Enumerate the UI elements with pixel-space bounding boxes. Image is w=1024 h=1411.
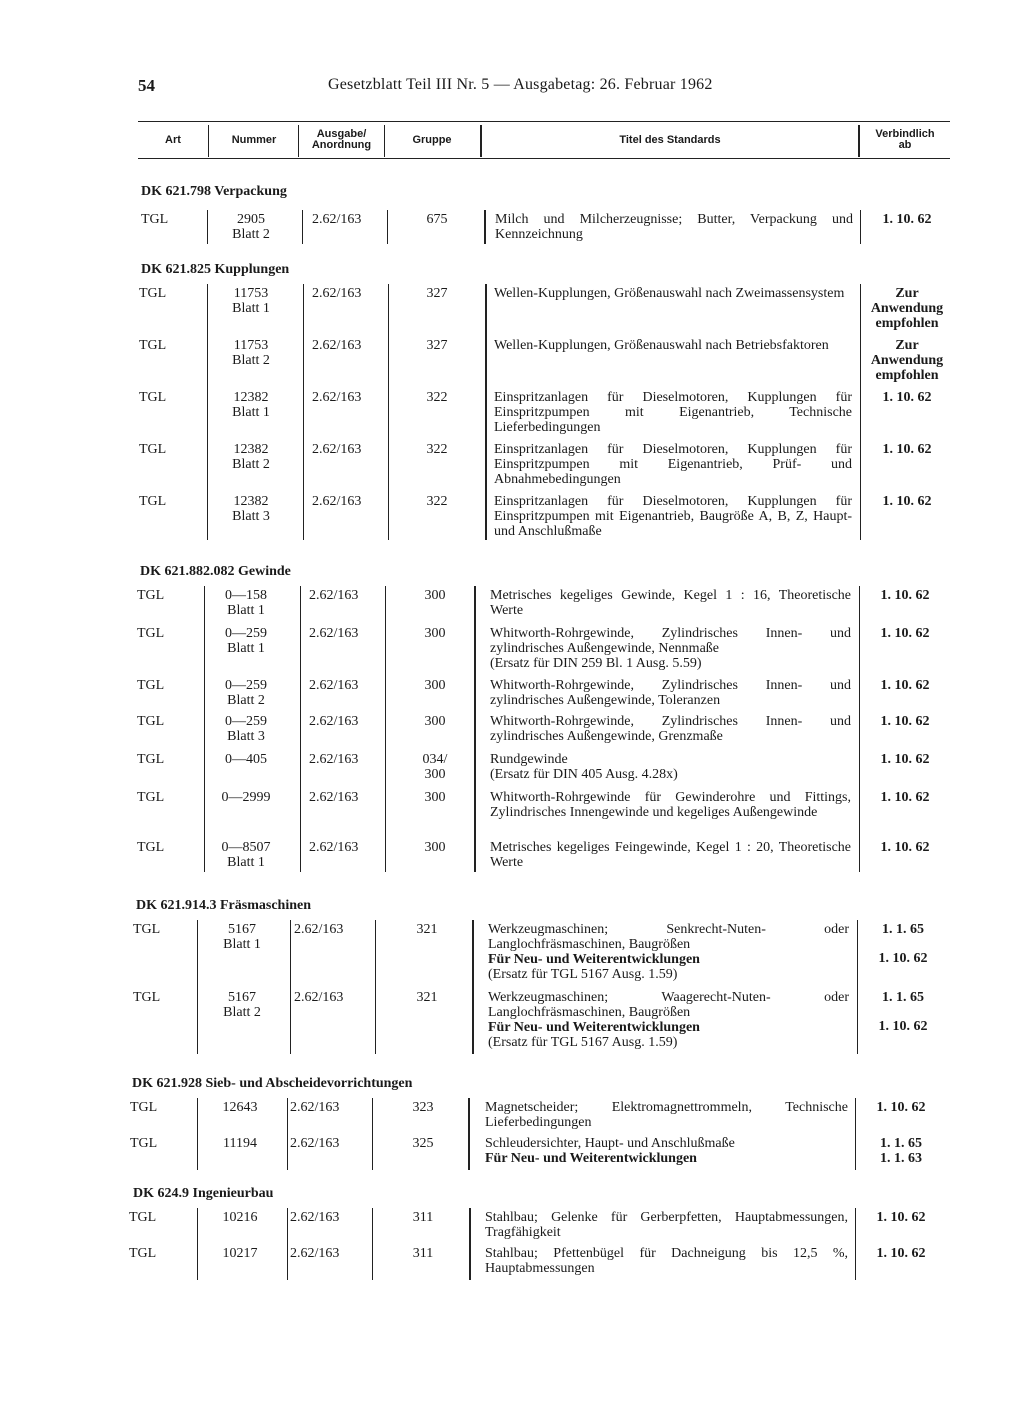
cell-titel: Whitworth-Rohrgewinde für Gewinderohre und Fittings, Zylindrisches Innengewinde und kegeliges Außengewinde (490, 790, 851, 820)
cell-gruppe: 311 (412, 1210, 434, 1225)
cell-gruppe: 675 (426, 212, 448, 227)
column-rule (860, 210, 861, 244)
cell-nummer: 5167 Blatt 1 (223, 922, 261, 952)
cell-art: TGL (141, 212, 169, 227)
cell-ausgabe: 2.62/163 (290, 1100, 340, 1115)
cell-gruppe: 321 (416, 922, 438, 937)
cell-nummer: 2905 Blatt 2 (232, 212, 270, 242)
page-header (138, 76, 950, 100)
cell-gruppe: 300 (424, 678, 446, 693)
cell-ausgabe: 2.62/163 (312, 338, 362, 353)
cell-verbindlich: 1. 10. 62 (882, 212, 932, 227)
cell-titel: Schleudersichter, Haupt- und Anschlußmaße Für Neu- und Weiterentwicklungen (485, 1136, 735, 1166)
cell-verbindlich: 1. 10. 62 (882, 390, 932, 405)
cell-ausgabe: 2.62/163 (309, 588, 359, 603)
cell-titel: Magnetscheider; Elektromagnettrommeln, Technische Lieferbedingungen (485, 1100, 848, 1130)
cell-ausgabe: 2.62/163 (309, 752, 359, 767)
cell-art: TGL (137, 840, 165, 855)
column-rule (469, 1208, 471, 1280)
cell-nummer: 0—8507 Blatt 1 (221, 840, 271, 870)
cell-gruppe: 300 (424, 588, 446, 603)
cell-titel: Rundgewinde (Ersatz für DIN 405 Ausg. 4.28x) (490, 752, 678, 782)
cell-titel: Milch und Milcherzeugnisse; Butter, Verpackung und Kennzeichnung (495, 212, 853, 242)
cell-ausgabe: 2.62/163 (309, 714, 359, 729)
cell-nummer: 0—158 Blatt 1 (225, 588, 267, 618)
cell-gruppe: 327 (426, 338, 448, 353)
column-rule (375, 920, 376, 1054)
cell-nummer: 11194 (223, 1136, 257, 1151)
cell-art: TGL (130, 1100, 158, 1115)
cell-verbindlich: 1. 10. 62 (882, 494, 932, 509)
cell-art: TGL (137, 790, 165, 805)
table-header (138, 121, 950, 161)
cell-verbindlich: 1. 10. 62 (880, 714, 930, 729)
section-heading: DK 621.825 Kupplungen (141, 262, 290, 277)
cell-gruppe: 311 (412, 1246, 434, 1261)
cell-titel: Wellen-Kupplungen, Größenauswahl nach Betriebsfaktoren (494, 338, 829, 353)
cell-art: TGL (129, 1246, 157, 1261)
cell-nummer: 10216 (222, 1210, 258, 1225)
cell-nummer: 12382 Blatt 1 (232, 390, 270, 420)
cell-art: TGL (137, 678, 165, 693)
cell-art: TGL (137, 626, 165, 641)
cell-art: TGL (129, 1210, 157, 1225)
section-heading: DK 621.798 Verpackung (141, 184, 287, 199)
column-header-verbindlich: Verbindlich ab (875, 128, 935, 151)
column-rule (302, 210, 303, 244)
cell-nummer: 0—259 Blatt 2 (225, 678, 267, 708)
cell-art: TGL (137, 714, 165, 729)
cell-nummer: 11753 Blatt 1 (232, 286, 270, 316)
cell-nummer: 5167 Blatt 2 (223, 990, 261, 1020)
column-header-titel: Titel des Standards (619, 133, 721, 146)
cell-ausgabe: 2.62/163 (294, 990, 344, 1005)
cell-gruppe: 323 (412, 1100, 434, 1115)
cell-titel: Werkzeugmaschinen; Waagerecht-Nuten- oder Langlochfräsmaschinen, Baugrößen Für Neu- und Weiterentwicklungen (Ersatz für TGL 5167 Ausg. 1.59) (488, 990, 849, 1050)
cell-nummer: 12382 Blatt 2 (232, 442, 270, 472)
column-rule (372, 1098, 373, 1170)
cell-nummer: 0—405 (225, 752, 267, 767)
column-rule (485, 284, 487, 540)
cell-gruppe: 300 (424, 790, 446, 805)
section-heading: DK 621.882.082 Gewinde (140, 564, 291, 579)
cell-verbindlich: 1. 10. 62 (880, 752, 930, 767)
cell-ausgabe: 2.62/163 (312, 390, 362, 405)
page-number: 54 (138, 76, 155, 95)
cell-verbindlich: 1. 10. 62 (882, 442, 932, 457)
cell-verbindlich: 1. 1. 65 1. 10. 62 (878, 990, 928, 1034)
cell-ausgabe: 2.62/163 (309, 840, 359, 855)
cell-titel: Werkzeugmaschinen; Senkrecht-Nuten- oder Langlochfräsmaschinen, Baugrößen Für Neu- und Weiterentwicklungen (Ersatz für TGL 5167 Ausg. 1.59) (488, 922, 849, 982)
column-rule (372, 1208, 373, 1280)
cell-gruppe: 325 (412, 1136, 434, 1151)
cell-nummer: 0—259 Blatt 3 (225, 714, 267, 744)
column-rule (290, 920, 291, 1054)
section-heading: DK 621.928 Sieb- und Abscheidevorrichtungen (132, 1076, 413, 1091)
cell-verbindlich: 1. 10. 62 (880, 588, 930, 603)
cell-art: TGL (139, 338, 167, 353)
cell-ausgabe: 2.62/163 (294, 922, 344, 937)
cell-titel: Whitworth-Rohrgewinde, Zylindrisches Innen- und zylindrisches Außengewinde, Grenzmaße (490, 714, 851, 744)
cell-ausgabe: 2.62/163 (290, 1136, 340, 1151)
column-header-ausgabe: Ausgabe/ Anordnung (311, 128, 372, 151)
cell-gruppe: 327 (426, 286, 448, 301)
column-rule (385, 586, 386, 872)
cell-verbindlich: 1. 10. 62 (876, 1100, 926, 1115)
column-rule (287, 1208, 288, 1280)
cell-verbindlich: 1. 1. 65 1. 10. 62 (878, 922, 928, 966)
column-rule (860, 284, 861, 540)
cell-gruppe: 322 (426, 494, 448, 509)
column-rule (303, 284, 304, 540)
cell-gruppe: 300 (424, 626, 446, 641)
column-rule (472, 920, 474, 1054)
cell-titel: Einspritzanlagen für Dieselmotoren, Kupplungen für Einspritzpumpen mit Eigenantrieb, Baugröße A, B, Z, Haupt- und Anschlußmaße (494, 494, 852, 539)
cell-verbindlich: 1. 10. 62 (876, 1210, 926, 1225)
cell-ausgabe: 2.62/163 (290, 1246, 340, 1261)
section-heading: DK 624.9 Ingenieurbau (133, 1186, 274, 1201)
cell-titel: Metrisches kegeliges Feingewinde, Kegel 1 : 20, Theoretische Werte (490, 840, 851, 870)
cell-gruppe: 322 (426, 390, 448, 405)
column-rule (387, 210, 388, 244)
cell-nummer: 12382 Blatt 3 (232, 494, 270, 524)
cell-ausgabe: 2.62/163 (312, 442, 362, 457)
column-rule (388, 284, 389, 540)
column-rule (484, 210, 486, 244)
cell-art: TGL (139, 494, 167, 509)
column-rule (474, 586, 476, 872)
column-rule (468, 1098, 470, 1170)
page-title: Gesetzblatt Teil III Nr. 5 — Ausgabetag: 26. Februar 1962 (328, 76, 713, 93)
cell-nummer: 12643 (222, 1100, 258, 1115)
cell-gruppe: 034/ 300 (422, 752, 448, 782)
column-rule (300, 586, 301, 872)
column-header-nummer: Nummer (231, 133, 277, 146)
cell-art: TGL (137, 752, 165, 767)
cell-titel: Stahlbau; Pfettenbügel für Dachneigung bis 12,5 %, Hauptabmessungen (485, 1246, 848, 1276)
cell-gruppe: 322 (426, 442, 448, 457)
column-header-gruppe: Gruppe (412, 133, 452, 146)
cell-verbindlich: 1. 10. 62 (876, 1246, 926, 1261)
column-header-art: Art (165, 133, 181, 146)
cell-ausgabe: 2.62/163 (312, 494, 362, 509)
cell-ausgabe: 2.62/163 (312, 286, 362, 301)
cell-nummer: 0—2999 (221, 790, 271, 805)
cell-verbindlich: 1. 10. 62 (880, 790, 930, 805)
cell-nummer: 11753 Blatt 2 (232, 338, 270, 368)
cell-nummer: 10217 (222, 1246, 258, 1261)
cell-nummer: 0—259 Blatt 1 (225, 626, 267, 656)
cell-art: TGL (137, 588, 165, 603)
cell-gruppe: 300 (424, 714, 446, 729)
cell-titel: Stahlbau; Gelenke für Gerberpfetten, Hauptabmessungen, Tragfähigkeit (485, 1210, 848, 1240)
cell-art: TGL (139, 286, 167, 301)
section-heading: DK 621.914.3 Fräsmaschinen (136, 898, 311, 913)
cell-art: TGL (133, 990, 161, 1005)
cell-verbindlich: Zur Anwendung empfohlen (870, 338, 944, 383)
column-rule (287, 1098, 288, 1170)
cell-verbindlich: Zur Anwendung empfohlen (870, 286, 944, 331)
cell-verbindlich: 1. 10. 62 (880, 840, 930, 855)
cell-verbindlich: 1. 10. 62 (880, 626, 930, 641)
cell-art: TGL (130, 1136, 158, 1151)
cell-titel: Einspritzanlagen für Dieselmotoren, Kupplungen für Einspritzpumpen mit Eigenantrieb, Prüf- und Abnahmebedingungen (494, 442, 852, 487)
cell-ausgabe: 2.62/163 (309, 678, 359, 693)
cell-ausgabe: 2.62/163 (312, 212, 362, 227)
cell-titel: Whitworth-Rohrgewinde, Zylindrisches Innen- und zylindrisches Außengewinde, Toleranzen (490, 678, 851, 708)
cell-verbindlich: 1. 10. 62 (880, 678, 930, 693)
cell-art: TGL (139, 390, 167, 405)
cell-art: TGL (133, 922, 161, 937)
cell-titel: Einspritzanlagen für Dieselmotoren, Kupplungen für Einspritzpumpen mit Eigenantrieb, Technische Lieferbedingungen (494, 390, 852, 435)
cell-ausgabe: 2.62/163 (309, 626, 359, 641)
cell-verbindlich: 1. 1. 65 1. 1. 63 (880, 1136, 922, 1166)
cell-titel: Whitworth-Rohrgewinde, Zylindrisches Innen- und zylindrisches Außengewinde, Nennmaße (Ersatz für DIN 259 Bl. 1 Ausg. 5.59) (490, 626, 851, 671)
cell-titel: Metrisches kegeliges Gewinde, Kegel 1 : 16, Theoretische Werte (490, 588, 851, 618)
cell-titel: Wellen-Kupplungen, Größenauswahl nach Zweimassensystem (494, 286, 845, 301)
cell-art: TGL (139, 442, 167, 457)
cell-gruppe: 321 (416, 990, 438, 1005)
cell-ausgabe: 2.62/163 (290, 1210, 340, 1225)
cell-gruppe: 300 (424, 840, 446, 855)
cell-ausgabe: 2.62/163 (309, 790, 359, 805)
